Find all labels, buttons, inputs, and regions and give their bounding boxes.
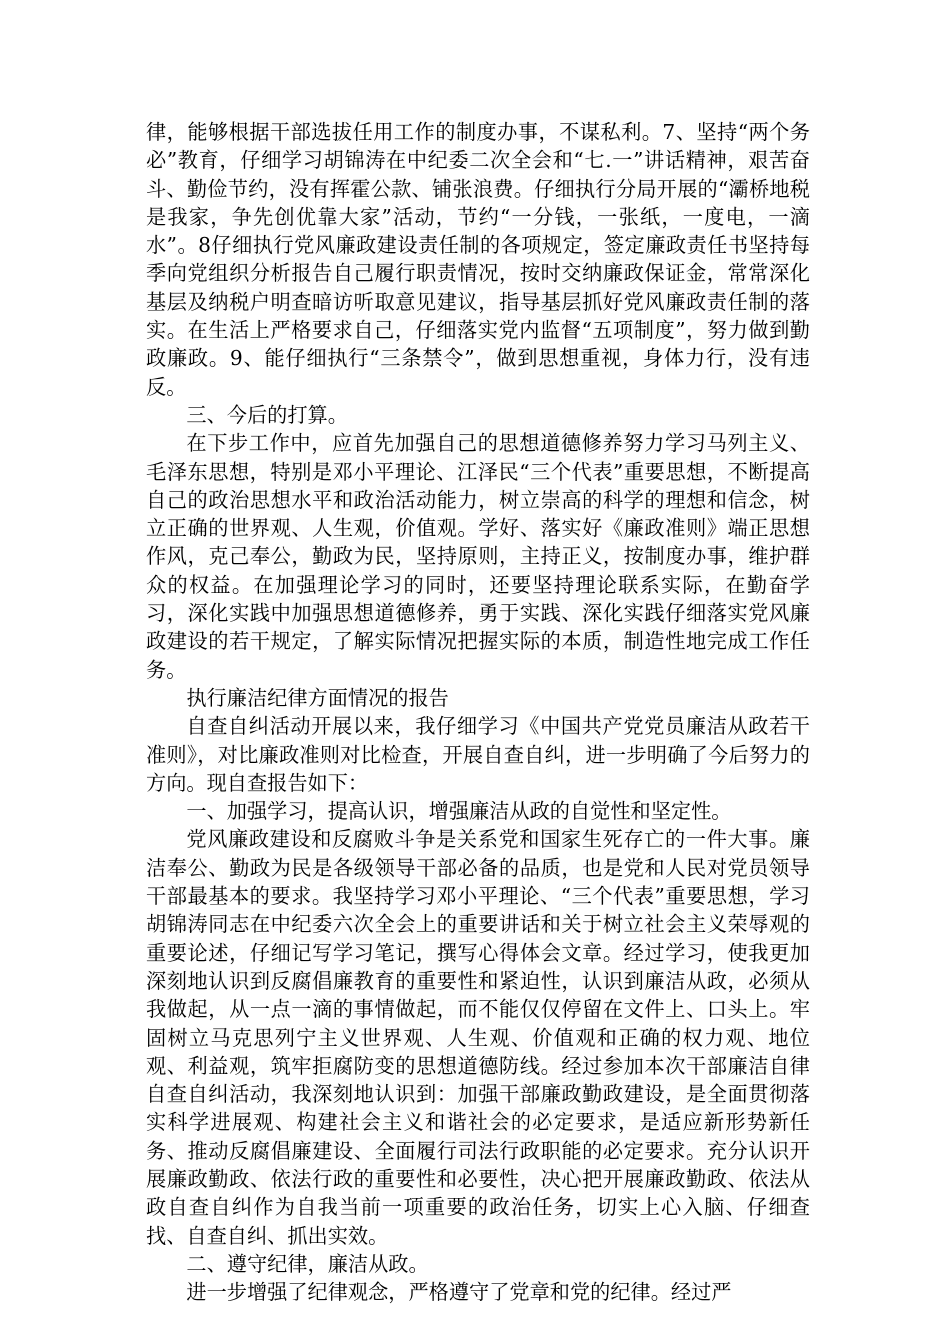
section-heading-study: 一、加强学习，提高认识，增强廉洁从政的自觉性和坚定性。 <box>186 799 732 824</box>
section-heading-future-plans: 三、今后的打算。 <box>186 402 348 427</box>
paragraph-study: 党风廉政建设和反腐败斗争是关系党和国家生死存亡的一件大事。廉洁奉公、勤政为民是各级领导干部必备的品质，也是党和人民对党员领导干部最基本的要求。我坚持学习邓小平理论、“三个代表”重要思想，学习胡锦涛同志在中纪委六次全会上的重要讲话和关于树立社会主义荣辱观的重要论述，仔细记写学习笔记，撰写心得体会文章。经过学习，使我更加深刻地认识到反腐倡廉教育的重要性和紧迫性，认识到廉洁从政，必须从我做起，从一点一滴的事情做起，而不能仅仅停留在文件上、口头上。牢固树立马克思列宁主义世界观、人生观、价值观和正确的权力观、地位观、利益观，筑牢拒腐防变的思想道德防线。经过参加本次干部廉洁自律自查自纠活动，我深刻地认识到：加强干部廉政勤政建设，是全面贯彻落实科学进展观、构建社会主义和谐社会的必定要求，是适应新形势新任务、推动反腐倡廉建设、全面履行司法行政职能的必定要求。充分认识开展廉政勤政、依法行政的重要性和必要性，决心把开展廉政勤政、依法从政自查自纠作为自我当前一项重要的政治任务，切实上心入脑、仔细查找、自查自纠、抓出实效。 <box>146 827 810 1248</box>
paragraph-future-plans: 在下步工作中，应首先加强自己的思想道德修养努力学习马列主义、毛泽东思想，特别是邓小平理论、江泽民“三个代表”重要思想，不断提高自己的政治思想水平和政治活动能力，树立崇高的科学的理想和信念，树立正确的世界观、人生观，价值观。学好、落实好《廉政准则》端正思想作风，克己奉公，勤政为民，坚持原则，主持正义，按制度办事，维护群众的权益。在加强理论学习的同时，还要坚持理论联系实际，在勤奋学习，深化实践中加强思想道德修养，勇于实践、深化实践仔细落实党风廉政建设的若干规定，了解实际情况把握实际的本质，制造性地完成工作任务。 <box>146 431 810 682</box>
document-body <box>146 118 810 1306</box>
paragraph-discipline: 进一步增强了纪律观念，严格遵守了党章和党的纪律。经过严 <box>186 1280 732 1305</box>
paragraph-continuation: 律，能够根据干部选拔任用工作的制度办事，不谋私利。7、坚持“两个务必”教育，仔细学习胡锦涛在中纪委二次全会和“七.一”讲话精神，艰苦奋斗、勤俭节约，没有挥霍公款、铺张浪费。仔细执行分局开展的“灞桥地税是我家，争先创优靠大家”活动，节约“一分钱，一张纸，一度电，一滴水”。8仔细执行党风廉政建设责任制的各项规定，签定廉政责任书坚持每季向党组织分析报告自己履行职责情况，按时交纳廉政保证金，常常深化基层及纳税户明查暗访听取意见建议，指导基层抓好党风廉政责任制的落实。在生活上严格要求自己，仔细落实党内监督“五项制度”，努力做到勤政廉政。9、能仔细执行“三条禁令”，做到思想重视，身体力行，没有违反。 <box>146 120 810 399</box>
report-title: 执行廉洁纪律方面情况的报告 <box>186 685 449 710</box>
section-heading-discipline: 二、遵守纪律，廉洁从政。 <box>186 1251 429 1276</box>
paragraph-intro: 自查自纠活动开展以来，我仔细学习《中国共产党党员廉洁从政若干准则》，对比廉政准则对比检查，开展自查自纠，进一步明确了今后努力的方向。现自查报告如下： <box>146 714 810 795</box>
